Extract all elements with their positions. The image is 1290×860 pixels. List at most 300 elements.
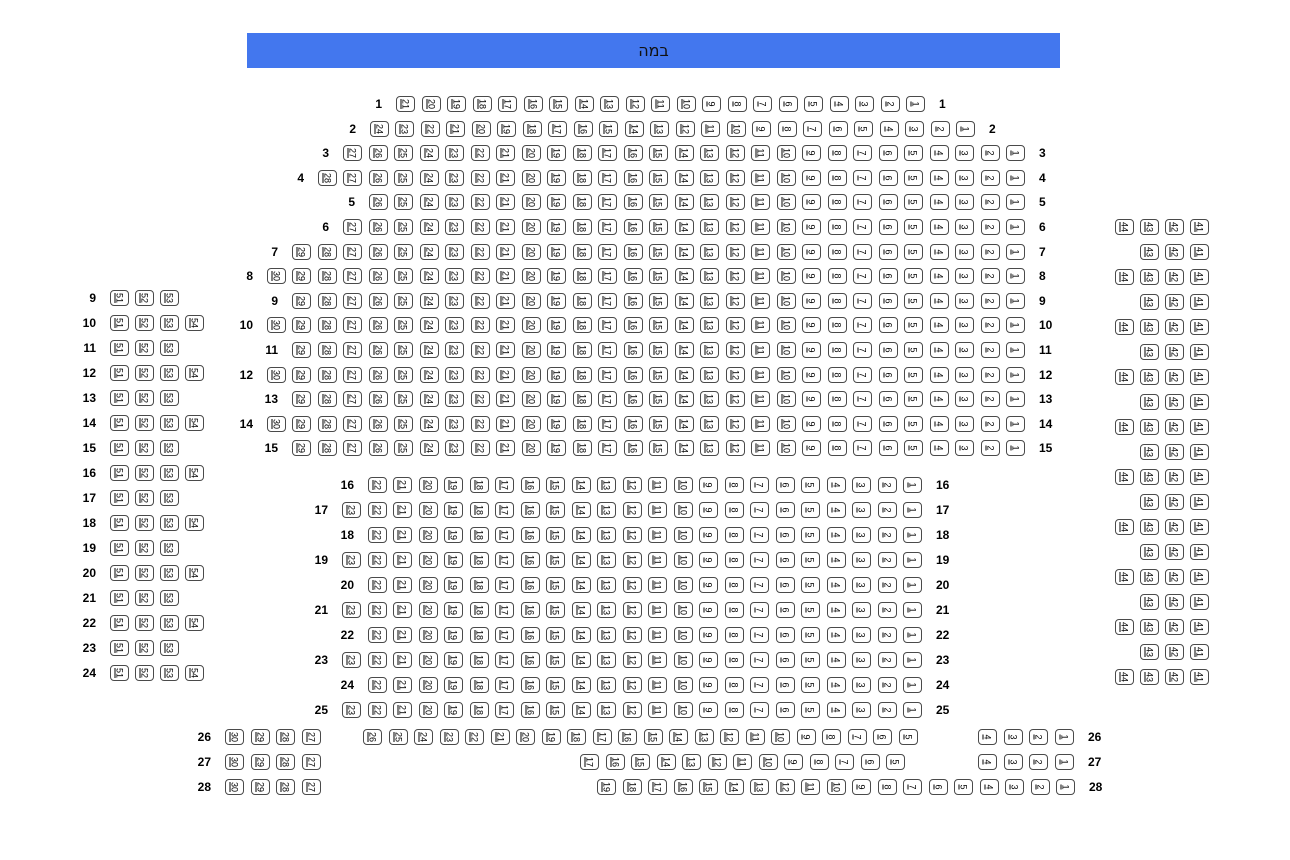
seat[interactable] (1190, 519, 1209, 535)
seat[interactable] (547, 219, 566, 235)
seat[interactable] (343, 293, 362, 309)
seat[interactable] (369, 219, 388, 235)
seat[interactable] (394, 293, 413, 309)
seat[interactable] (135, 290, 154, 306)
seat[interactable] (674, 577, 693, 593)
seat[interactable] (1115, 519, 1134, 535)
seat[interactable] (624, 268, 643, 284)
seat[interactable] (930, 170, 949, 186)
seat[interactable] (624, 170, 643, 186)
seat[interactable] (930, 342, 949, 358)
seat[interactable] (853, 219, 872, 235)
seat[interactable] (496, 244, 515, 260)
seat[interactable] (1140, 444, 1159, 460)
seat[interactable] (829, 121, 848, 137)
seat[interactable] (624, 244, 643, 260)
seat[interactable] (726, 416, 745, 432)
seat[interactable] (674, 527, 693, 543)
seat[interactable] (853, 145, 872, 161)
seat[interactable] (547, 317, 566, 333)
seat[interactable] (135, 565, 154, 581)
seat[interactable] (700, 440, 719, 456)
seat[interactable] (598, 440, 617, 456)
seat[interactable] (751, 268, 770, 284)
seat[interactable] (802, 416, 821, 432)
seat[interactable] (725, 477, 744, 493)
seat[interactable] (726, 219, 745, 235)
seat[interactable] (135, 590, 154, 606)
seat[interactable] (801, 627, 820, 643)
seat[interactable] (930, 293, 949, 309)
seat[interactable] (394, 440, 413, 456)
seat[interactable] (471, 440, 490, 456)
seat[interactable] (363, 729, 382, 745)
seat[interactable] (624, 293, 643, 309)
seat[interactable] (110, 540, 129, 556)
seat[interactable] (572, 702, 591, 718)
seat[interactable] (903, 477, 922, 493)
seat[interactable] (598, 219, 617, 235)
seat[interactable] (699, 602, 718, 618)
seat[interactable] (160, 490, 179, 506)
seat[interactable] (726, 145, 745, 161)
seat[interactable] (955, 416, 974, 432)
seat[interactable] (573, 416, 592, 432)
seat[interactable] (822, 729, 841, 745)
seat[interactable] (903, 779, 922, 795)
seat[interactable] (649, 440, 668, 456)
seat[interactable] (546, 627, 565, 643)
seat[interactable] (751, 293, 770, 309)
seat[interactable] (930, 268, 949, 284)
seat[interactable] (470, 702, 489, 718)
seat[interactable] (624, 219, 643, 235)
seat[interactable] (225, 729, 244, 745)
seat[interactable] (445, 145, 464, 161)
seat[interactable] (225, 779, 244, 795)
seat[interactable] (1165, 519, 1184, 535)
seat[interactable] (852, 502, 871, 518)
seat[interactable] (573, 244, 592, 260)
seat[interactable] (828, 317, 847, 333)
seat[interactable] (546, 477, 565, 493)
seat[interactable] (1115, 469, 1134, 485)
seat[interactable] (828, 342, 847, 358)
seat[interactable] (549, 96, 568, 112)
seat[interactable] (1165, 319, 1184, 335)
seat[interactable] (1165, 469, 1184, 485)
seat[interactable] (445, 367, 464, 383)
seat[interactable] (135, 340, 154, 356)
seat[interactable] (393, 677, 412, 693)
seat[interactable] (600, 96, 619, 112)
seat[interactable] (1140, 244, 1159, 260)
seat[interactable] (879, 268, 898, 284)
seat[interactable] (980, 779, 999, 795)
seat[interactable] (1190, 244, 1209, 260)
seat[interactable] (471, 268, 490, 284)
seat[interactable] (1115, 319, 1134, 335)
seat[interactable] (292, 244, 311, 260)
seat[interactable] (801, 477, 820, 493)
seat[interactable] (776, 502, 795, 518)
seat[interactable] (802, 391, 821, 407)
seat[interactable] (445, 219, 464, 235)
seat[interactable] (580, 754, 599, 770)
seat[interactable] (776, 552, 795, 568)
seat[interactable] (1165, 344, 1184, 360)
seat[interactable] (802, 342, 821, 358)
seat[interactable] (981, 170, 1000, 186)
seat[interactable] (251, 779, 270, 795)
seat[interactable] (648, 677, 667, 693)
seat[interactable] (444, 602, 463, 618)
seat[interactable] (547, 367, 566, 383)
seat[interactable] (1115, 369, 1134, 385)
seat[interactable] (848, 729, 867, 745)
seat[interactable] (318, 416, 337, 432)
seat[interactable] (547, 391, 566, 407)
seat[interactable] (548, 121, 567, 137)
seat[interactable] (802, 268, 821, 284)
seat[interactable] (702, 96, 721, 112)
seat[interactable] (496, 440, 515, 456)
seat[interactable] (444, 552, 463, 568)
seat[interactable] (135, 465, 154, 481)
seat[interactable] (751, 416, 770, 432)
seat[interactable] (879, 170, 898, 186)
seat[interactable] (470, 527, 489, 543)
seat[interactable] (852, 652, 871, 668)
seat[interactable] (110, 465, 129, 481)
seat[interactable] (495, 552, 514, 568)
seat[interactable] (495, 677, 514, 693)
seat[interactable] (777, 244, 796, 260)
seat[interactable] (700, 194, 719, 210)
seat[interactable] (751, 391, 770, 407)
seat[interactable] (624, 367, 643, 383)
seat[interactable] (852, 677, 871, 693)
seat[interactable] (573, 367, 592, 383)
seat[interactable] (1006, 268, 1025, 284)
seat[interactable] (623, 677, 642, 693)
seat[interactable] (368, 577, 387, 593)
seat[interactable] (343, 219, 362, 235)
seat[interactable] (135, 415, 154, 431)
seat[interactable] (1029, 729, 1048, 745)
seat[interactable] (496, 170, 515, 186)
seat[interactable] (368, 627, 387, 643)
seat[interactable] (1165, 369, 1184, 385)
seat[interactable] (853, 416, 872, 432)
seat[interactable] (1006, 367, 1025, 383)
seat[interactable] (801, 652, 820, 668)
seat[interactable] (1190, 469, 1209, 485)
seat[interactable] (675, 293, 694, 309)
seat[interactable] (572, 602, 591, 618)
seat[interactable] (852, 602, 871, 618)
seat[interactable] (752, 121, 771, 137)
seat[interactable] (110, 415, 129, 431)
seat[interactable] (955, 391, 974, 407)
seat[interactable] (546, 702, 565, 718)
seat[interactable] (521, 602, 540, 618)
seat[interactable] (878, 577, 897, 593)
seat[interactable] (547, 194, 566, 210)
seat[interactable] (955, 170, 974, 186)
seat[interactable] (471, 170, 490, 186)
seat[interactable] (981, 145, 1000, 161)
seat[interactable] (343, 342, 362, 358)
seat[interactable] (251, 729, 270, 745)
seat[interactable] (1004, 729, 1023, 745)
seat[interactable] (828, 416, 847, 432)
seat[interactable] (802, 293, 821, 309)
seat[interactable] (1165, 419, 1184, 435)
seat[interactable] (699, 552, 718, 568)
seat[interactable] (625, 121, 644, 137)
seat[interactable] (470, 602, 489, 618)
seat[interactable] (343, 268, 362, 284)
seat[interactable] (674, 677, 693, 693)
seat[interactable] (419, 552, 438, 568)
seat[interactable] (751, 244, 770, 260)
seat[interactable] (420, 416, 439, 432)
seat[interactable] (1165, 494, 1184, 510)
seat[interactable] (674, 502, 693, 518)
seat[interactable] (160, 390, 179, 406)
seat[interactable] (981, 194, 1000, 210)
seat[interactable] (828, 367, 847, 383)
seat[interactable] (575, 96, 594, 112)
seat[interactable] (472, 121, 491, 137)
seat[interactable] (827, 527, 846, 543)
seat[interactable] (496, 293, 515, 309)
seat[interactable] (675, 244, 694, 260)
seat[interactable] (470, 577, 489, 593)
seat[interactable] (393, 577, 412, 593)
seat[interactable] (276, 779, 295, 795)
seat[interactable] (700, 244, 719, 260)
seat[interactable] (777, 293, 796, 309)
seat[interactable] (393, 527, 412, 543)
seat[interactable] (930, 391, 949, 407)
seat[interactable] (393, 502, 412, 518)
seat[interactable] (1006, 145, 1025, 161)
seat[interactable] (497, 121, 516, 137)
seat[interactable] (956, 121, 975, 137)
seat[interactable] (648, 577, 667, 593)
seat[interactable] (420, 268, 439, 284)
seat[interactable] (598, 170, 617, 186)
seat[interactable] (675, 416, 694, 432)
seat[interactable] (1190, 619, 1209, 635)
seat[interactable] (135, 365, 154, 381)
seat[interactable] (725, 779, 744, 795)
seat[interactable] (318, 268, 337, 284)
seat[interactable] (135, 540, 154, 556)
seat[interactable] (160, 565, 179, 581)
seat[interactable] (852, 527, 871, 543)
seat[interactable] (955, 293, 974, 309)
seat[interactable] (445, 416, 464, 432)
seat[interactable] (657, 754, 676, 770)
seat[interactable] (393, 627, 412, 643)
seat[interactable] (1190, 444, 1209, 460)
seat[interactable] (1165, 644, 1184, 660)
seat[interactable] (699, 502, 718, 518)
seat[interactable] (1165, 619, 1184, 635)
seat[interactable] (699, 527, 718, 543)
seat[interactable] (1190, 669, 1209, 685)
seat[interactable] (649, 367, 668, 383)
seat[interactable] (185, 515, 204, 531)
seat[interactable] (981, 342, 1000, 358)
seat[interactable] (784, 754, 803, 770)
seat[interactable] (318, 342, 337, 358)
seat[interactable] (650, 121, 669, 137)
seat[interactable] (852, 627, 871, 643)
seat[interactable] (396, 96, 415, 112)
seat[interactable] (160, 465, 179, 481)
seat[interactable] (903, 527, 922, 543)
seat[interactable] (700, 293, 719, 309)
seat[interactable] (546, 577, 565, 593)
seat[interactable] (394, 170, 413, 186)
seat[interactable] (302, 729, 321, 745)
seat[interactable] (394, 416, 413, 432)
seat[interactable] (572, 652, 591, 668)
seat[interactable] (955, 194, 974, 210)
seat[interactable] (853, 367, 872, 383)
seat[interactable] (682, 754, 701, 770)
seat[interactable] (879, 440, 898, 456)
seat[interactable] (470, 677, 489, 693)
seat[interactable] (776, 652, 795, 668)
seat[interactable] (649, 145, 668, 161)
seat[interactable] (522, 317, 541, 333)
seat[interactable] (496, 145, 515, 161)
seat[interactable] (394, 219, 413, 235)
seat[interactable] (648, 552, 667, 568)
seat[interactable] (801, 702, 820, 718)
seat[interactable] (597, 702, 616, 718)
seat[interactable] (160, 590, 179, 606)
seat[interactable] (828, 219, 847, 235)
seat[interactable] (981, 293, 1000, 309)
seat[interactable] (930, 244, 949, 260)
seat[interactable] (623, 527, 642, 543)
seat[interactable] (1190, 569, 1209, 585)
seat[interactable] (624, 416, 643, 432)
seat[interactable] (135, 515, 154, 531)
seat[interactable] (419, 627, 438, 643)
seat[interactable] (521, 552, 540, 568)
seat[interactable] (394, 244, 413, 260)
seat[interactable] (1140, 644, 1159, 660)
seat[interactable] (727, 121, 746, 137)
seat[interactable] (445, 268, 464, 284)
seat[interactable] (906, 96, 925, 112)
seat[interactable] (343, 367, 362, 383)
seat[interactable] (1165, 544, 1184, 560)
seat[interactable] (110, 515, 129, 531)
seat[interactable] (879, 293, 898, 309)
seat[interactable] (771, 729, 790, 745)
seat[interactable] (369, 440, 388, 456)
seat[interactable] (470, 552, 489, 568)
seat[interactable] (547, 170, 566, 186)
seat[interactable] (276, 754, 295, 770)
seat[interactable] (522, 145, 541, 161)
seat[interactable] (318, 440, 337, 456)
seat[interactable] (419, 702, 438, 718)
seat[interactable] (725, 527, 744, 543)
seat[interactable] (649, 342, 668, 358)
seat[interactable] (828, 194, 847, 210)
seat[interactable] (801, 602, 820, 618)
seat[interactable] (547, 440, 566, 456)
seat[interactable] (470, 477, 489, 493)
seat[interactable] (981, 367, 1000, 383)
seat[interactable] (522, 342, 541, 358)
seat[interactable] (135, 640, 154, 656)
seat[interactable] (1140, 619, 1159, 635)
seat[interactable] (779, 96, 798, 112)
seat[interactable] (649, 317, 668, 333)
seat[interactable] (828, 293, 847, 309)
seat[interactable] (160, 515, 179, 531)
seat[interactable] (302, 754, 321, 770)
seat[interactable] (827, 652, 846, 668)
seat[interactable] (521, 527, 540, 543)
seat[interactable] (343, 244, 362, 260)
seat[interactable] (700, 170, 719, 186)
seat[interactable] (573, 219, 592, 235)
seat[interactable] (623, 652, 642, 668)
seat[interactable] (573, 170, 592, 186)
seat[interactable] (1140, 594, 1159, 610)
seat[interactable] (522, 219, 541, 235)
seat[interactable] (1006, 244, 1025, 260)
seat[interactable] (904, 268, 923, 284)
seat[interactable] (903, 677, 922, 693)
seat[interactable] (597, 627, 616, 643)
seat[interactable] (623, 779, 642, 795)
seat[interactable] (572, 502, 591, 518)
seat[interactable] (445, 244, 464, 260)
seat[interactable] (521, 652, 540, 668)
seat[interactable] (827, 702, 846, 718)
seat[interactable] (802, 244, 821, 260)
seat[interactable] (699, 652, 718, 668)
seat[interactable] (981, 317, 1000, 333)
seat[interactable] (445, 342, 464, 358)
seat[interactable] (904, 293, 923, 309)
seat[interactable] (1115, 619, 1134, 635)
seat[interactable] (110, 290, 129, 306)
seat[interactable] (491, 729, 510, 745)
seat[interactable] (160, 640, 179, 656)
seat[interactable] (389, 729, 408, 745)
seat[interactable] (777, 170, 796, 186)
seat[interactable] (572, 477, 591, 493)
seat[interactable] (496, 416, 515, 432)
seat[interactable] (521, 677, 540, 693)
seat[interactable] (471, 317, 490, 333)
seat[interactable] (420, 293, 439, 309)
seat[interactable] (110, 315, 129, 331)
